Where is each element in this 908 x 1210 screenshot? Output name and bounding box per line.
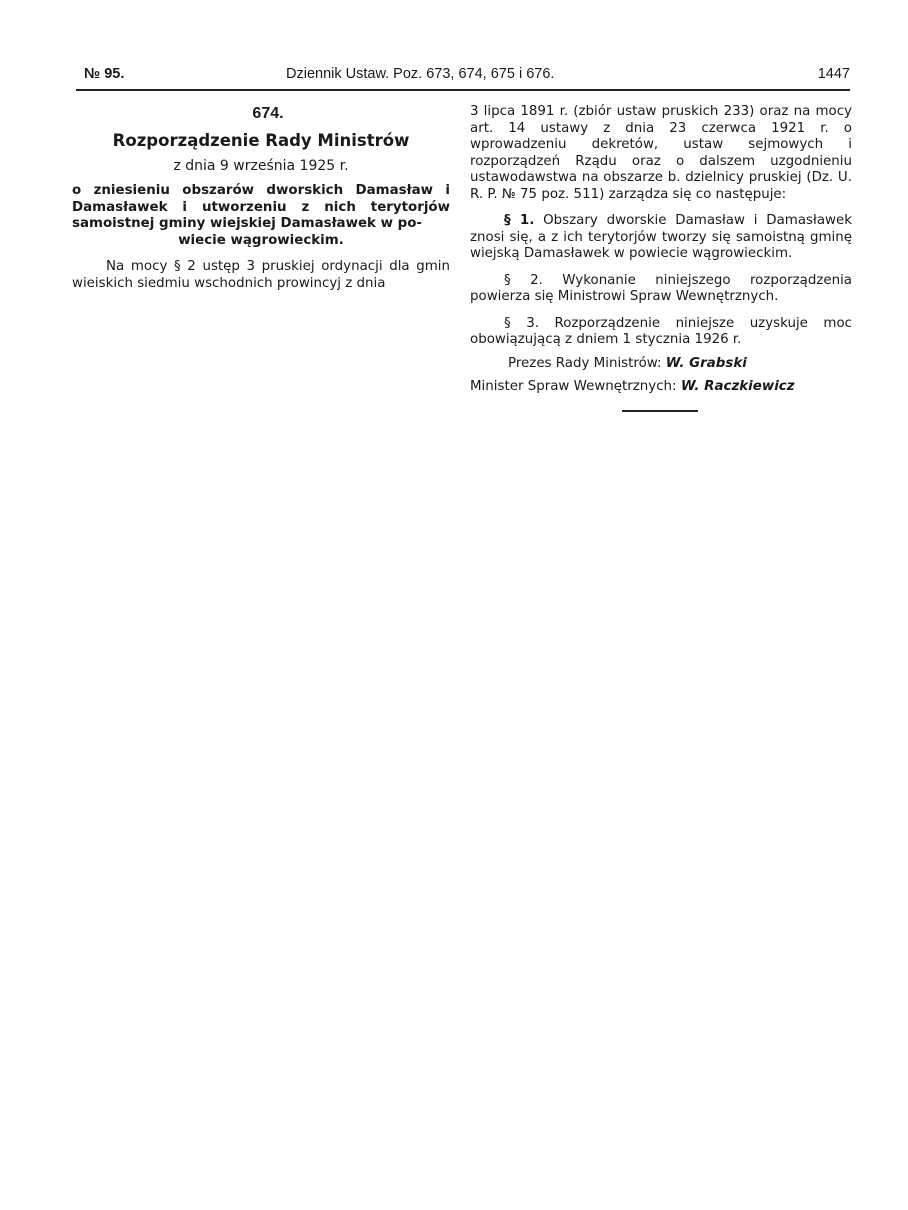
signature-name: W. Raczkiewicz [680,379,795,394]
right-column [470,104,852,412]
preamble-right: 3 lipca 1891 r. (zbiór ustaw pruskich 233) oraz na mocy art. 14 ustawy z dnia 23 czerwca 1921 r. o wprowadzeniu dekretów, ustaw sejmowych i rozporządzeń Rządu oraz o dalszem uzgodnieniu ustawodawstwa na obszarze b. dzielnicy pruskiej (Dz. U. R. P. № 75 poz. 511) zarządza się co następuje: [470,104,852,202]
header-divider [76,89,850,91]
section-1 [470,213,852,263]
section-2 [470,273,852,306]
signature-prime-minister [470,356,852,373]
page-header [76,64,850,86]
end-divider [622,410,698,412]
signature-role: Minister Spraw Wewnętrznych: [470,379,677,394]
act-subject [72,183,450,249]
journal-title: Dziennik Ustaw. Poz. 673, 674, 675 i 676. [286,66,555,82]
section-3 [470,316,852,349]
left-column [72,104,450,292]
issue-number: № 95. [84,66,125,82]
act-number: 674. [252,105,284,122]
page-number: 1447 [817,66,850,82]
act-subject-main: o zniesieniu obszarów dworskich Damasław i Damasławek i utworzeniu z nich terytorjów samoistnej gminy wiejskiej Damasławek w po- [72,183,450,231]
act-subject-last: wiecie wągrowieckim. [178,232,344,248]
preamble-left: Na mocy § 2 ustęp 3 pruskiej ordynacji dla gmin wieiskich siedmiu wschodnich prowincyj z dnia [72,259,450,291]
section-1-text: Obszary dworskie Damasław i Damasławek znosi się, a z ich terytorjów tworzy się samoistną gminę wiejską Damasławek w powiecie wągrowieckim. [470,213,852,261]
signature-role: Prezes Rady Ministrów: [508,355,662,371]
signature-name: W. Grabski [665,355,747,371]
section-3-text: Rozporządzenie niniejsze uzyskuje moc obowiązującą z dniem 1 stycznia 1926 r. [470,315,852,347]
section-2-label: § 2. [504,272,543,288]
section-1-label: § 1. [504,213,535,228]
signature-interior-minister [470,379,852,396]
section-3-label: § 3. [504,315,539,331]
act-title: Rozporządzenie Rady Ministrów [112,131,410,150]
act-date: z dnia 9 września 1925 r. [173,158,349,174]
section-2-text: Wykonanie niniejszego rozporządzenia powierza się Ministrowi Spraw Wewnętrznych. [470,272,852,304]
